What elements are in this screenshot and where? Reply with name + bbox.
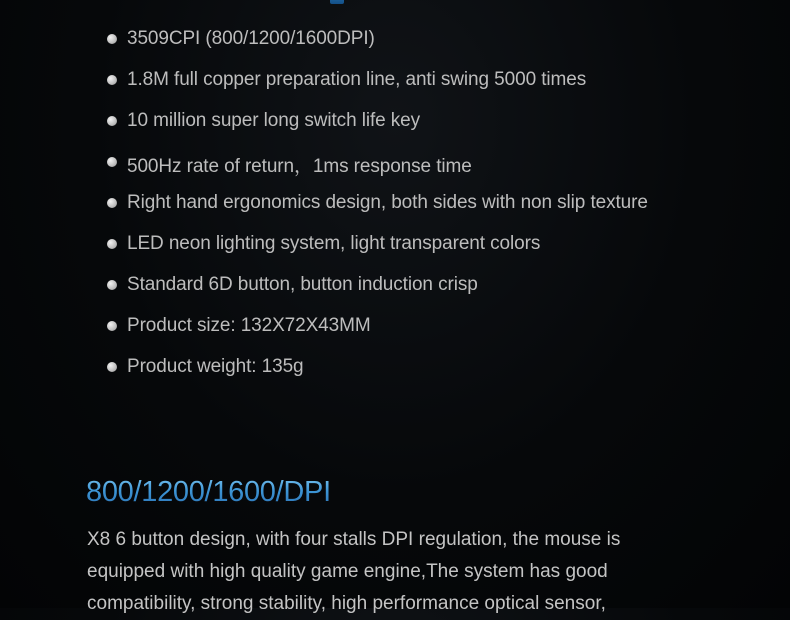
bullet-icon: [107, 157, 117, 167]
bullet-icon: [107, 198, 117, 208]
body-line: compatibility, strong stability, high performance optical sensor,: [87, 593, 606, 614]
bullet-icon: [107, 321, 117, 331]
spec-text: Product size: 132X72X43MM: [127, 315, 371, 336]
spec-text: LED neon lighting system, light transparent colors: [127, 233, 541, 254]
bullet-icon: [107, 116, 117, 126]
body-line: X8 6 button design, with four stalls DPI regulation, the mouse is: [87, 529, 621, 550]
bullet-icon: [107, 34, 117, 44]
spec-text: Product weight: 135g: [127, 356, 304, 377]
spec-text: 1.8M full copper preparation line, anti swing 5000 times: [127, 69, 587, 90]
spec-text: 3509CPI (800/1200/1600DPI): [127, 28, 375, 49]
spec-text: Right hand ergonomics design, both sides with non slip texture: [127, 192, 648, 213]
body-line: equipped with high quality game engine,The system has good: [87, 561, 608, 582]
dpi-section-body: [87, 524, 687, 620]
spec-text: 10 million super long switch life key: [127, 110, 421, 131]
heading-fragment: [330, 0, 344, 4]
bullet-icon: [107, 239, 117, 249]
bullet-icon: [107, 75, 117, 85]
spec-text: Standard 6D button, button induction crisp: [127, 274, 478, 295]
spec-text: 500Hz rate of return，1ms response time: [127, 156, 472, 177]
bullet-icon: [107, 362, 117, 372]
bullet-icon: [107, 280, 117, 290]
dpi-section-heading: 800/1200/1600/DPI: [86, 476, 331, 508]
